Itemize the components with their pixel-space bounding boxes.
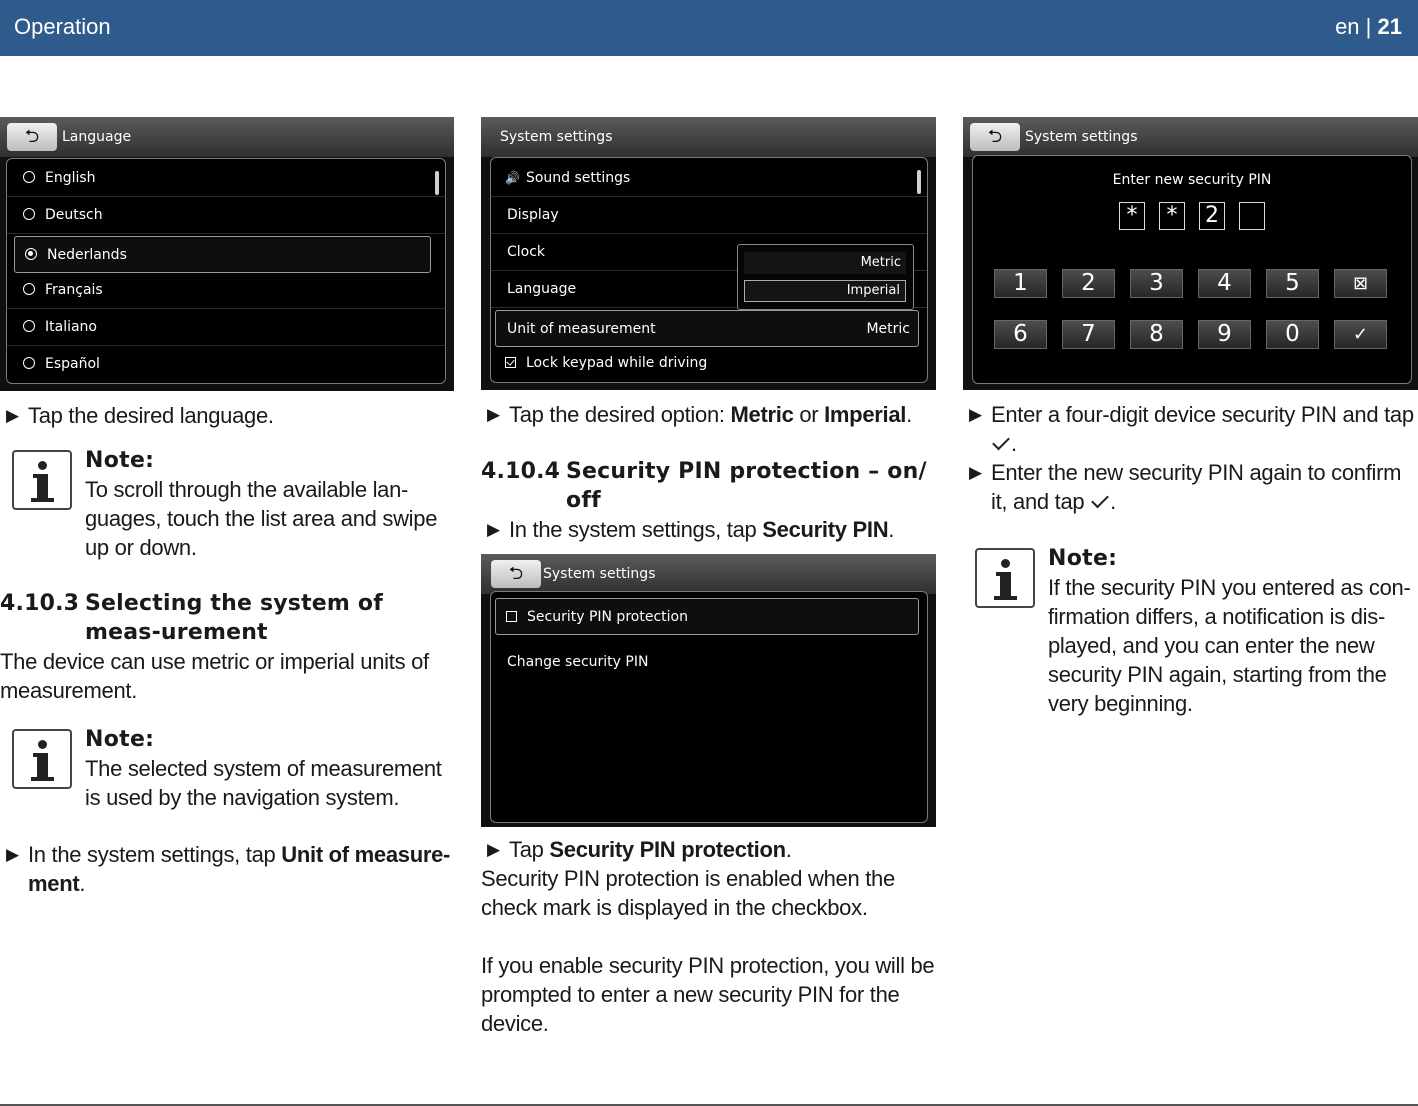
instruction-step: ▶ Tap Security PIN protection.: [487, 837, 792, 862]
language-option[interactable]: Italiano: [7, 309, 445, 346]
radio-icon: [23, 357, 35, 369]
checkbox-checked-icon[interactable]: [505, 357, 516, 368]
note-text: If the security PIN you entered as con-firmation differs, a notification is dis-played, and you can enter the new security PIN again, starting from the very beginning.: [1048, 575, 1411, 716]
pin-entry-screen: [963, 117, 1418, 390]
language-option[interactable]: Français: [7, 272, 445, 309]
arrow-icon: ▶: [6, 406, 19, 425]
note-title: Note:: [85, 727, 155, 752]
checkmark-icon: [992, 433, 1010, 451]
screen-header: [481, 554, 936, 594]
language-option-selected[interactable]: Nederlands: [14, 236, 431, 273]
instruction-step: ▶ Tap the desired option: Metric or Imperial.: [487, 402, 912, 427]
section-intro: The device can use metric or imperial units of measurement.: [0, 649, 429, 703]
info-icon: [12, 450, 72, 510]
note-text: The selected system of measurement is used by the navigation system.: [85, 756, 442, 810]
column-1: [0, 117, 454, 898]
pin-digit-box: [1239, 202, 1265, 230]
settings-item[interactable]: Clock: [491, 234, 927, 271]
radio-icon: [23, 283, 35, 295]
key-6[interactable]: 6: [994, 320, 1047, 349]
key-5[interactable]: 5: [1266, 269, 1319, 298]
language-option[interactable]: Español: [7, 346, 445, 383]
key-7[interactable]: 7: [1062, 320, 1115, 349]
language-option[interactable]: English: [7, 160, 445, 197]
scrollbar[interactable]: [917, 170, 921, 194]
back-button[interactable]: ⮌: [491, 560, 541, 588]
language-screen: [0, 117, 454, 391]
section-heading: 4.10.3 Selecting the system of meas-urement: [0, 591, 383, 645]
instruction-step: ▶ In the system settings, tap Unit of measure-ment.: [6, 842, 451, 896]
info-icon: [12, 729, 72, 789]
arrow-icon: ▶: [487, 520, 500, 539]
radio-selected-icon: [25, 248, 37, 260]
settings-item[interactable]: 🔊 Sound settings: [491, 160, 927, 197]
arrow-icon: ▶: [6, 845, 19, 864]
key-2[interactable]: 2: [1062, 269, 1115, 298]
key-3[interactable]: 3: [1130, 269, 1183, 298]
radio-icon: [23, 320, 35, 332]
screen-title: Language: [62, 129, 132, 145]
change-security-pin-item[interactable]: Change security PIN: [507, 654, 649, 670]
screen-title: System settings: [543, 566, 656, 582]
security-pin-protection-item[interactable]: Security PIN protection: [495, 598, 919, 635]
screen-title: System settings: [500, 129, 613, 145]
arrow-icon: ▶: [969, 405, 982, 424]
key-0[interactable]: 0: [1266, 320, 1319, 349]
key-8[interactable]: 8: [1130, 320, 1183, 349]
pin-panel: [972, 155, 1412, 384]
note-title: Note:: [85, 448, 155, 473]
delete-key-icon[interactable]: ⊠: [1334, 269, 1387, 298]
instruction-step: ▶ Enter a four-digit device security PIN and tap .: [969, 402, 1414, 456]
dropdown-option-imperial[interactable]: Imperial: [744, 280, 906, 302]
instruction-step: ▶ Enter the new security PIN again to confirm it, and tap .: [969, 460, 1402, 514]
screen-header: [481, 117, 936, 157]
screen-title: System settings: [1025, 129, 1138, 145]
scrollbar[interactable]: [435, 171, 439, 195]
language-list[interactable]: [6, 158, 446, 384]
note-title: Note:: [1048, 546, 1118, 571]
settings-item[interactable]: Language: [491, 271, 927, 308]
note-text: To scroll through the available lan-guages, touch the list area and swipe up or down.: [85, 477, 438, 560]
pin-prompt: Enter new security PIN: [1112, 172, 1272, 188]
system-settings-screen: [481, 117, 936, 390]
arrow-icon: ▶: [487, 405, 500, 424]
note-box: [0, 446, 454, 562]
section-heading: 4.10.4 Security PIN protection – on/ off: [481, 459, 927, 513]
settings-item-selected[interactable]: Unit of measurement Metric: [495, 310, 919, 347]
pin-digit-box: 2: [1199, 202, 1225, 230]
checkbox-icon[interactable]: [506, 611, 517, 622]
screen-header: [0, 117, 454, 157]
back-button[interactable]: ⮌: [7, 123, 57, 151]
settings-item[interactable]: Display: [491, 197, 927, 234]
checkmark-icon: [1091, 491, 1109, 509]
paragraph: If you enable security PIN protection, you will be prompted to enter a new security PIN for the device.: [481, 953, 935, 1036]
note-box: [0, 725, 454, 812]
page-header: [0, 0, 1418, 56]
back-button[interactable]: ⮌: [970, 123, 1020, 151]
note-box: [963, 544, 1418, 718]
security-list[interactable]: [490, 591, 928, 823]
section-title: Operation: [14, 14, 111, 39]
dropdown-option-metric[interactable]: Metric: [744, 252, 906, 274]
pin-digit-box: *: [1119, 202, 1145, 230]
paragraph: Security PIN protection is enabled when the check mark is displayed in the checkbox.: [481, 866, 895, 920]
column-3: [963, 117, 1418, 718]
radio-icon: [23, 171, 35, 183]
key-4[interactable]: 4: [1198, 269, 1251, 298]
confirm-key-icon[interactable]: ✓: [1334, 320, 1387, 349]
radio-icon: [23, 208, 35, 220]
page-number: en | 21: [1335, 14, 1402, 39]
key-1[interactable]: 1: [994, 269, 1047, 298]
instruction-step: ▶ In the system settings, tap Security PIN.: [487, 517, 895, 542]
security-pin-screen: [481, 554, 936, 827]
settings-item[interactable]: Lock keypad while driving: [491, 345, 927, 382]
info-icon: [975, 548, 1035, 608]
arrow-icon: ▶: [487, 840, 500, 859]
arrow-icon: ▶: [969, 463, 982, 482]
pin-digit-box: *: [1159, 202, 1185, 230]
unit-dropdown[interactable]: [737, 244, 914, 310]
screen-header: [963, 117, 1418, 157]
instruction-step: ▶ Tap the desired language.: [6, 403, 274, 428]
speaker-icon: 🔊: [505, 171, 520, 185]
key-9[interactable]: 9: [1198, 320, 1251, 349]
language-option[interactable]: Deutsch: [7, 197, 445, 234]
column-2: [481, 117, 936, 1038]
